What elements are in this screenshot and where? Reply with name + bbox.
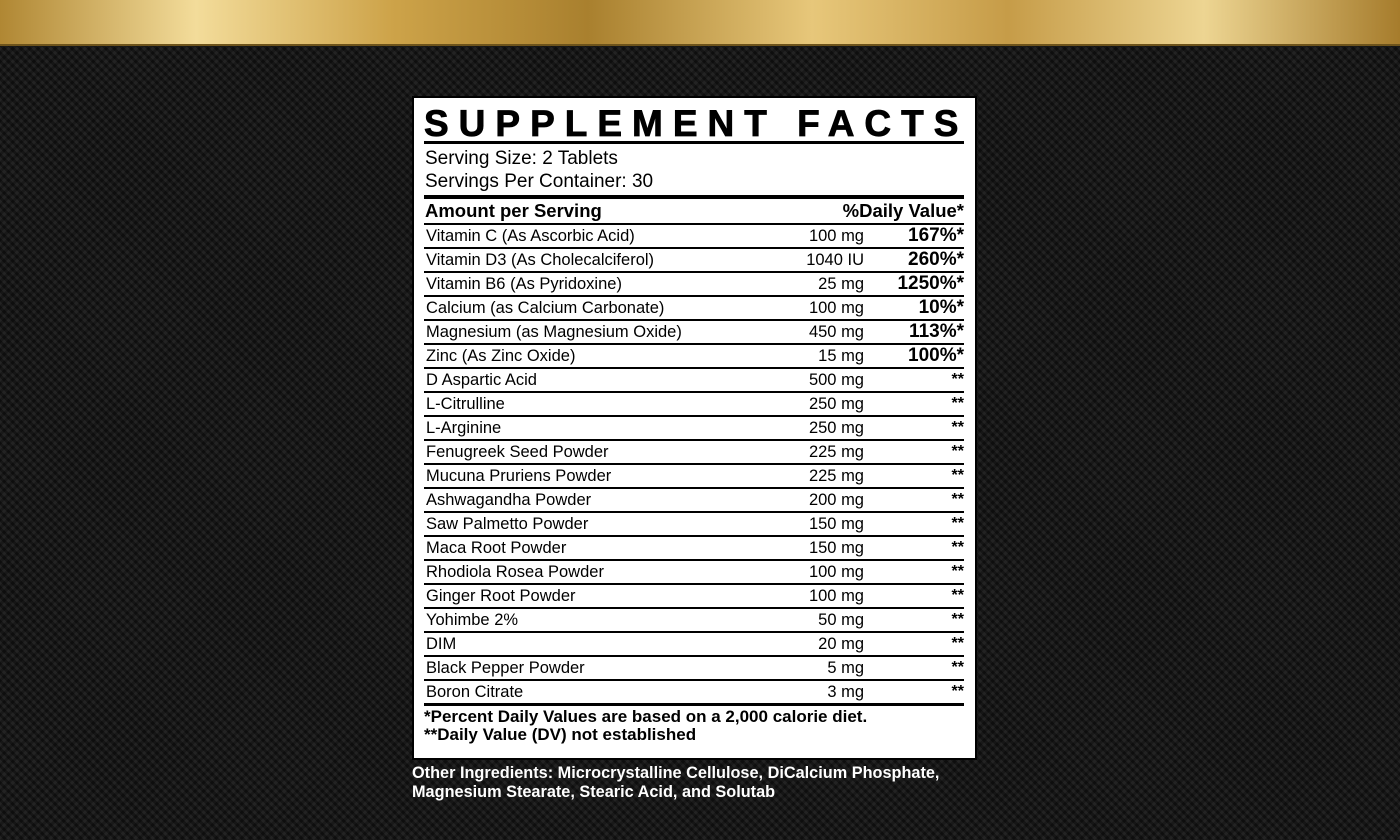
serving-size: Serving Size: 2 Tablets — [425, 148, 618, 169]
footnote-daily-values: *Percent Daily Values are based on a 2,000 calorie diet. — [424, 707, 868, 726]
table-row — [424, 319, 964, 343]
table-row — [424, 679, 964, 703]
ingredient-daily-value: 100%* — [908, 345, 964, 366]
ingredient-daily-value: ** — [951, 467, 964, 484]
ingredient-amount: 20 mg — [818, 634, 864, 653]
ingredient-amount: 100 mg — [808, 226, 864, 245]
ingredient-amount: 5 mg — [827, 658, 864, 677]
table-row — [424, 367, 964, 391]
ingredient-name: Maca Root Powder — [426, 538, 567, 557]
serving-info — [424, 144, 964, 195]
ingredient-amount: 200 mg — [808, 490, 864, 509]
ingredient-daily-value: ** — [951, 539, 964, 556]
ingredient-daily-value: 167%* — [908, 225, 964, 246]
ingredient-amount: 225 mg — [808, 466, 864, 485]
ingredient-daily-value: ** — [951, 419, 964, 436]
ingredient-name: Fenugreek Seed Powder — [426, 442, 609, 461]
ingredient-name: Mucuna Pruriens Powder — [426, 466, 612, 485]
ingredient-name: Zinc (As Zinc Oxide) — [426, 346, 576, 365]
gold-banner — [0, 0, 1400, 46]
ingredient-daily-value: ** — [951, 491, 964, 508]
ingredient-amount: 100 mg — [808, 298, 864, 317]
ingredient-name: Magnesium (as Magnesium Oxide) — [426, 322, 682, 341]
ingredient-list — [424, 223, 964, 703]
ingredient-daily-value: ** — [951, 563, 964, 580]
ingredient-name: D Aspartic Acid — [426, 370, 537, 389]
ingredient-daily-value: ** — [951, 683, 964, 700]
ingredient-name: Black Pepper Powder — [426, 658, 585, 677]
ingredient-name: Vitamin C (As Ascorbic Acid) — [426, 226, 635, 245]
ingredient-name: Saw Palmetto Powder — [426, 514, 589, 533]
ingredient-name: DIM — [426, 634, 457, 653]
ingredient-amount: 50 mg — [818, 610, 864, 629]
ingredient-daily-value: ** — [951, 395, 964, 412]
table-row — [424, 559, 964, 583]
ingredient-name: L-Arginine — [426, 418, 502, 437]
ingredient-amount: 450 mg — [808, 322, 864, 341]
ingredient-amount: 150 mg — [808, 514, 864, 533]
table-row — [424, 655, 964, 679]
ingredient-amount: 250 mg — [808, 394, 864, 413]
ingredient-daily-value: ** — [951, 635, 964, 652]
ingredient-amount: 225 mg — [808, 442, 864, 461]
ingredient-amount: 3 mg — [827, 682, 864, 701]
ingredient-name: Vitamin D3 (As Cholecalciferol) — [426, 250, 655, 269]
ingredient-amount: 100 mg — [808, 562, 864, 581]
footnotes — [424, 706, 964, 744]
other-ingredients — [412, 764, 987, 802]
label-title: SUPPLEMENT FACTS — [424, 103, 969, 144]
ingredient-amount: 250 mg — [808, 418, 864, 437]
table-row — [424, 223, 964, 247]
servings-per-container: Servings Per Container: 30 — [425, 171, 654, 192]
ingredient-daily-value: ** — [951, 587, 964, 604]
ingredient-amount: 1040 IU — [806, 250, 864, 269]
table-row — [424, 463, 964, 487]
ingredient-name: L-Citrulline — [426, 394, 505, 413]
ingredient-amount: 15 mg — [818, 346, 864, 365]
ingredient-name: Ginger Root Powder — [426, 586, 576, 605]
other-ingredients-line-1: Other Ingredients: Microcrystalline Cellulose, DiCalcium Phosphate, — [412, 764, 940, 782]
table-row — [424, 391, 964, 415]
table-row — [424, 535, 964, 559]
ingredient-amount: 100 mg — [808, 586, 864, 605]
ingredient-name: Calcium (as Calcium Carbonate) — [426, 298, 665, 317]
table-row — [424, 439, 964, 463]
header-amount-per-serving: Amount per Serving — [425, 200, 602, 221]
table-row — [424, 631, 964, 655]
table-row — [424, 415, 964, 439]
ingredient-daily-value: 1250%* — [897, 273, 964, 294]
ingredient-name: Boron Citrate — [426, 682, 524, 701]
ingredient-amount: 150 mg — [808, 538, 864, 557]
table-row — [424, 247, 964, 271]
ingredient-daily-value: ** — [951, 515, 964, 532]
ingredient-daily-value: 10%* — [918, 297, 964, 318]
table-row — [424, 343, 964, 367]
ingredient-daily-value: 113%* — [909, 321, 964, 342]
ingredient-daily-value: 260%* — [908, 249, 964, 270]
ingredient-name: Ashwagandha Powder — [426, 490, 592, 509]
ingredient-amount: 500 mg — [808, 370, 864, 389]
ingredient-daily-value: ** — [951, 371, 964, 388]
table-row — [424, 511, 964, 535]
supplement-facts-panel — [412, 96, 977, 760]
footnote-dv-not-established: **Daily Value (DV) not established — [424, 725, 697, 744]
table-header — [424, 199, 964, 223]
ingredient-name: Rhodiola Rosea Powder — [426, 562, 604, 581]
ingredient-name: Yohimbe 2% — [426, 610, 519, 629]
ingredient-daily-value: ** — [951, 443, 964, 460]
ingredient-name: Vitamin B6 (As Pyridoxine) — [426, 274, 622, 293]
ingredient-daily-value: ** — [951, 659, 964, 676]
header-daily-value: %Daily Value* — [842, 200, 964, 221]
table-row — [424, 607, 964, 631]
table-row — [424, 487, 964, 511]
ingredient-amount: 25 mg — [818, 274, 864, 293]
table-row — [424, 271, 964, 295]
other-ingredients-line-2: Magnesium Stearate, Stearic Acid, and Solutab — [412, 783, 776, 801]
table-row — [424, 295, 964, 319]
ingredient-daily-value: ** — [951, 611, 964, 628]
table-row — [424, 583, 964, 607]
